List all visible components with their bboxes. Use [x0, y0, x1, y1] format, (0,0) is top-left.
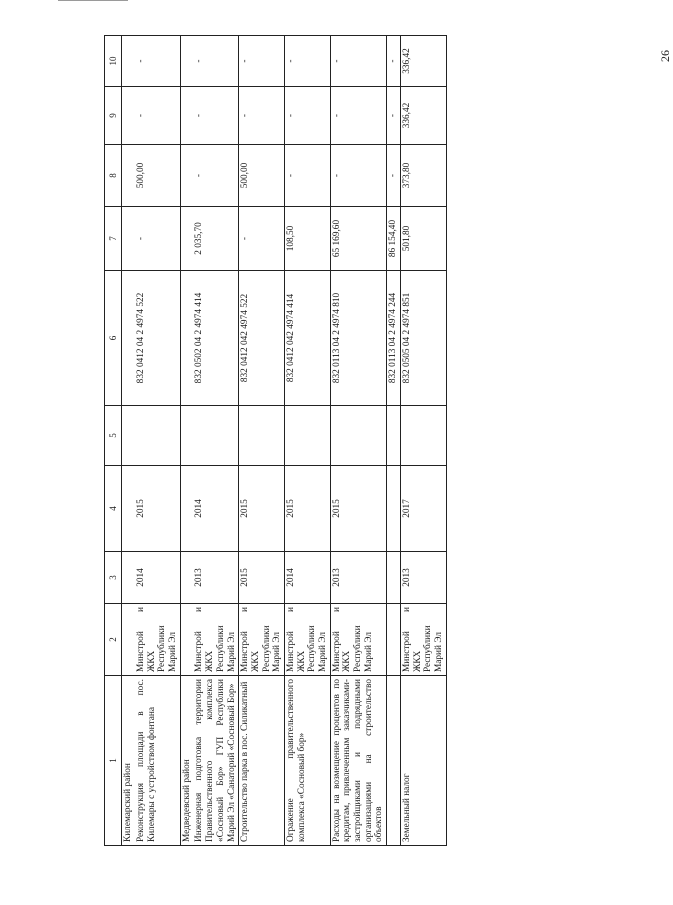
table-cell: Медведевский район	[180, 676, 193, 846]
table-cell: 501,80	[400, 207, 446, 271]
table-cell: 336,42	[400, 36, 446, 87]
table-cell: 2015	[284, 466, 330, 552]
table-cell	[122, 552, 135, 604]
table-cell: -	[330, 36, 386, 87]
table-row	[284, 36, 330, 846]
table-cell: 2014	[284, 552, 330, 604]
table-cell: 500,00	[239, 145, 285, 207]
table-cell	[180, 87, 193, 145]
table-cell: 832 0502 04 2 4974 414	[193, 271, 238, 406]
table-cell	[122, 604, 135, 676]
table-cell: -	[387, 87, 401, 145]
table-cell: Реконструкция площади в пос. Килемары с устройством фонтана	[135, 676, 180, 846]
table-cell: 2017	[400, 466, 446, 552]
table-cell	[122, 271, 135, 406]
table-cell: Огражение правительственного комплекса «Сосновый бор»	[284, 676, 330, 846]
table-cell: 86 154,40	[387, 207, 401, 271]
table-cell: 832 0113 04 2 4974 810	[330, 271, 386, 406]
table-cell: 108,50	[284, 207, 330, 271]
table-cell	[284, 406, 330, 466]
header-cell: 6	[105, 271, 122, 406]
table-cell: -	[193, 145, 238, 207]
table-cell: -	[239, 207, 285, 271]
table-cell: Земельный налог	[400, 676, 446, 846]
table-cell: -	[193, 36, 238, 87]
table-cell: 2 035,70	[193, 207, 238, 271]
table-cell: 2014	[193, 466, 238, 552]
table-cell: -	[135, 87, 180, 145]
table-cell: 2015	[135, 466, 180, 552]
table-cell: Минстрой и ЖКХ Республики Марий Эл	[284, 604, 330, 676]
table-cell: -	[330, 145, 386, 207]
table-cell: -	[135, 36, 180, 87]
header-cell: 5	[105, 406, 122, 466]
table-row	[239, 36, 285, 846]
table-cell: 500,00	[135, 145, 180, 207]
table-cell: -	[193, 87, 238, 145]
table-cell: Расходы на возмещение процентов по кредитам, привлеченным заказчиками-застройщиками и подрядными организациями на строительство объектов	[330, 676, 386, 846]
table-cell: 2013	[193, 552, 238, 604]
table-cell: 2014	[135, 552, 180, 604]
table-cell: -	[239, 36, 285, 87]
table-cell: -	[284, 87, 330, 145]
table-cell: 2013	[400, 552, 446, 604]
table-cell	[122, 207, 135, 271]
table-cell: -	[284, 36, 330, 87]
table-cell: -	[135, 207, 180, 271]
table-cell: 2015	[330, 466, 386, 552]
table-cell	[330, 406, 386, 466]
table-row	[193, 36, 238, 846]
table-cell: Минстрой и ЖКХ Республики Марий Эл	[400, 604, 446, 676]
table-row	[400, 36, 446, 846]
table-cell: -	[239, 87, 285, 145]
table-cell	[180, 552, 193, 604]
table-cell: Килемарский район	[122, 676, 135, 846]
header-cell: 3	[105, 552, 122, 604]
table-row	[330, 36, 386, 846]
table-cell	[387, 466, 401, 552]
table-cell: Минстрой и ЖКХ Республики Марий Эл	[135, 604, 180, 676]
table-cell	[387, 604, 401, 676]
table-cell: -	[330, 87, 386, 145]
table-cell	[180, 406, 193, 466]
table-cell	[180, 145, 193, 207]
budget-table	[104, 35, 447, 846]
header-row	[105, 36, 122, 846]
table-cell: 2013	[330, 552, 386, 604]
table-container	[104, 36, 618, 846]
header-cell: 4	[105, 466, 122, 552]
table-row	[387, 36, 401, 846]
table-cell	[122, 466, 135, 552]
table-cell	[180, 207, 193, 271]
table-cell: 832 0505 04 2 4974 851	[400, 271, 446, 406]
header-cell: 9	[105, 87, 122, 145]
table-cell	[387, 552, 401, 604]
table-cell: Минстрой и ЖКХ Республики Марий Эл	[239, 604, 285, 676]
table-cell: -	[387, 36, 401, 87]
table-cell: 2015	[239, 466, 285, 552]
table-cell	[387, 676, 401, 846]
page-number: 26	[658, 50, 672, 62]
header-cell: 8	[105, 145, 122, 207]
table-cell: Инженерная подготовка территории Правительственного комплекса «Сосновый Бор» ГУП Республики Марий Эл «Санаторий «Сосновый Бор»	[193, 676, 238, 846]
table-cell: 832 0412 042 4974 414	[284, 271, 330, 406]
table-cell	[180, 36, 193, 87]
header-cell: 7	[105, 207, 122, 271]
table-cell: 336,42	[400, 87, 446, 145]
table-cell: 832 0412 04 2 4974 522	[135, 271, 180, 406]
top-rule	[58, 0, 128, 1]
table-cell	[400, 406, 446, 466]
table-row	[135, 36, 180, 846]
table-cell	[180, 604, 193, 676]
table-cell	[122, 406, 135, 466]
table-cell: 832 0412 042 4974 522	[239, 271, 285, 406]
table-cell	[239, 406, 285, 466]
table-cell: -	[284, 145, 330, 207]
table-cell	[193, 406, 238, 466]
table-cell	[180, 271, 193, 406]
table-cell	[122, 145, 135, 207]
table-cell: Минстрой и ЖКХ Республики Марий Эл	[193, 604, 238, 676]
table-cell	[122, 87, 135, 145]
table-cell: 832 0113 04 2 4974 244	[387, 271, 401, 406]
table-cell: 2015	[239, 552, 285, 604]
table-cell: -	[387, 145, 401, 207]
section-row	[122, 36, 135, 846]
table-cell: Минстрой и ЖКХ Республики Марий Эл	[330, 604, 386, 676]
table-cell	[122, 36, 135, 87]
header-cell: 1	[105, 676, 122, 846]
table-cell: 373,80	[400, 145, 446, 207]
section-row	[180, 36, 193, 846]
table-cell	[180, 466, 193, 552]
table-cell	[135, 406, 180, 466]
table-cell: 65 169,60	[330, 207, 386, 271]
table-cell	[387, 406, 401, 466]
table-cell: Строительство парка в пос. Силикатный	[239, 676, 285, 846]
header-cell: 10	[105, 36, 122, 87]
header-cell: 2	[105, 604, 122, 676]
